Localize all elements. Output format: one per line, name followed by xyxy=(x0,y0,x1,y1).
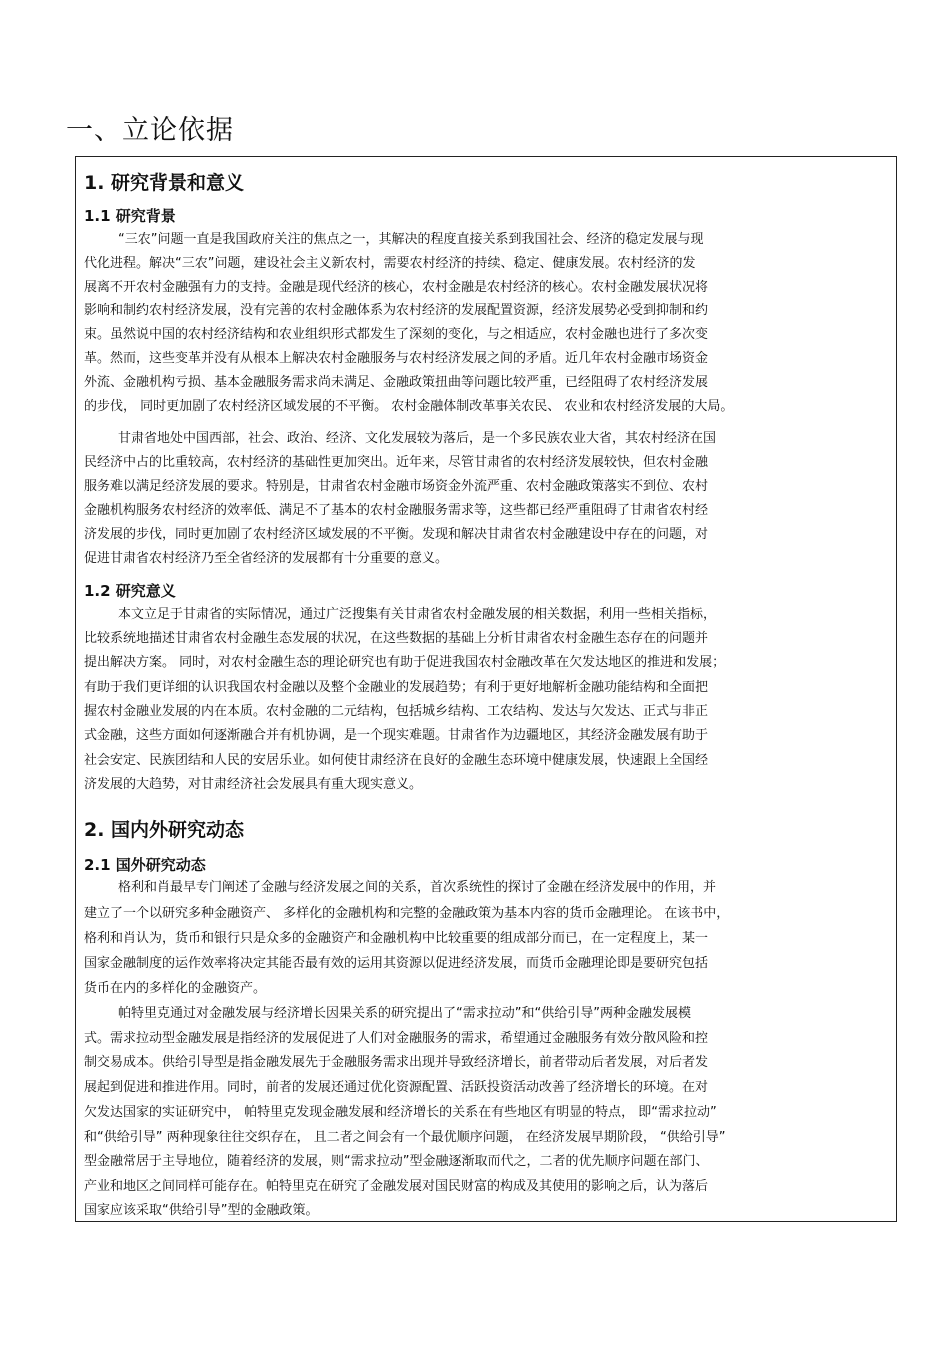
paragraph-line: 本文立足于甘肃省的实际情况，通过广泛搜集有关甘肃省农村金融发展的相关数据，利用一些相关指标， xyxy=(118,607,717,622)
section-heading-background-significance: 1. 研究背景和意义 xyxy=(84,172,245,194)
paragraph-line: 欠发达国家的实证研究中， 帕特里克发现金融发展和经济增长的关系在有些地区有明显的特点， 即“需求拉动” xyxy=(84,1105,717,1120)
paragraph-line: 民经济中占的比重较高，农村经济的基础性更加突出。近年来，尽管甘肃省的农村经济发展较快，但农村金融 xyxy=(84,455,709,470)
paragraph-line: 展起到促进和推进作用。同时，前者的发展还通过优化资源配置、活跃投资活动改善了经济增长的环境。在对 xyxy=(84,1080,709,1095)
paragraph-line: “三农”问题一直是我国政府关注的焦点之一，其解决的程度直接关系到我国社会、经济的稳定发展与现 xyxy=(118,232,704,247)
paragraph-line: 和“供给引导” 两种现象往往交织存在， 且二者之间会有一个最优顺序问题， 在经济发展早期阶段， “供给引导” xyxy=(84,1130,726,1145)
paragraph-line: 比较系统地描述甘肃省农村金融生态发展的状况，在这些数据的基础上分析甘肃省农村金融生态存在的问题并 xyxy=(84,631,709,646)
paragraph-line: 促进甘肃省农村经济乃至全省经济的发展都有十分重要的意义。 xyxy=(84,551,449,566)
paragraph-line: 制交易成本。供给引导型是指金融发展先于金融服务需求出现并导致经济增长，前者带动后者发展，对后者发 xyxy=(84,1055,709,1070)
paragraph-line: 影响和制约农村经济发展，没有完善的农村金融体系为农村经济的发展配置资源，经济发展势必受到抑制和约 xyxy=(84,303,709,318)
paragraph-line: 建立了一个以研究多种金融资产、 多样化的金融机构和完整的金融政策为基本内容的货币金融理论。 在该书中， xyxy=(84,906,730,921)
paragraph-line: 服务难以满足经济发展的要求。特别是，甘肃省农村金融市场资金外流严重、农村金融政策落实不到位、农村 xyxy=(84,479,709,494)
paragraph-line: 格利和肖认为，货币和银行只是众多的金融资产和金融机构中比较重要的组成部分而已，在一定程度上，某一 xyxy=(84,931,709,946)
paragraph-line: 式金融，这些方面如何逐渐融合并有机协调，是一个现实难题。甘肃省作为边疆地区，其经济金融发展有助于 xyxy=(84,728,709,743)
paragraph-line: 革。然而，这些变革并没有从根本上解决农村金融服务与农村经济发展之间的矛盾。近几年农村金融市场资金 xyxy=(84,351,709,366)
paragraph-line: 社会安定、民族团结和人民的安居乐业。如何使甘肃经济在良好的金融生态环境中健康发展，快速跟上全国经 xyxy=(84,753,709,768)
paragraph-line: 提出解决方案。 同时，对农村金融生态的理论研究也有助于促进我国农村金融改革在欠发达地区的推进和发展； xyxy=(84,655,726,670)
paragraph-line: 帕特里克通过对金融发展与经济增长因果关系的研究提出了“需求拉动”和“供给引导”两种金融发展模 xyxy=(118,1006,691,1021)
subsection-heading-significance: 1.2 研究意义 xyxy=(84,582,176,600)
paragraph-line: 型金融常居于主导地位，随着经济的发展，则“需求拉动”型金融逐渐取而代之，二者的优先顺序问题在部门、 xyxy=(84,1154,709,1169)
paragraph-line: 甘肃省地处中国西部，社会、政治、经济、文化发展较为落后，是一个多民族农业大省，其农村经济在国 xyxy=(118,431,717,446)
paragraph-line: 握农村金融业发展的内在本质。农村金融的二元结构，包括城乡结构、工农结构、发达与欠发达、正式与非正 xyxy=(84,704,709,719)
subsection-heading-foreign-research: 2.1 国外研究动态 xyxy=(84,856,206,874)
section-heading-research-status: 2. 国内外研究动态 xyxy=(84,819,245,841)
subsection-heading-background: 1.1 研究背景 xyxy=(84,207,176,225)
paragraph-line: 束。虽然说中国的农村经济结构和农业组织形式都发生了深刻的变化，与之相适应，农村金融也进行了多次变 xyxy=(84,327,709,342)
paragraph-line: 国家应该采取“供给引导”型的金融政策。 xyxy=(84,1203,319,1218)
paragraph-line: 的步伐， 同时更加剧了农村经济区域发展的不平衡。 农村金融体制改革事关农民、 农业和农村经济发展的大局。 xyxy=(84,399,734,414)
page-title: 一、立论依据 xyxy=(66,115,234,146)
paragraph-line: 产业和地区之间同样可能存在。帕特里克在研究了金融发展对国民财富的构成及其使用的影响之后，认为落后 xyxy=(84,1179,709,1194)
paragraph-line: 济发展的步伐，同时更加剧了农村经济区域发展的不平衡。发现和解决甘肃省农村金融建设中存在的问题，对 xyxy=(84,527,709,542)
paragraph-line: 有助于我们更详细的认识我国农村金融以及整个金融业的发展趋势；有利于更好地解析金融功能结构和全面把 xyxy=(84,680,709,695)
paragraph-line: 展离不开农村金融强有力的支持。金融是现代经济的核心，农村金融是农村经济的核心。农村金融发展状况将 xyxy=(84,280,709,295)
paragraph-line: 济发展的大趋势，对甘肃经济社会发展具有重大现实意义。 xyxy=(84,777,423,792)
paragraph-line: 代化进程。解决“三农”问题，建设社会主义新农村，需要农村经济的持续、稳定、健康发展。农村经济的发 xyxy=(84,256,696,271)
paragraph-line: 外流、金融机构亏损、基本金融服务需求尚未满足、金融政策扭曲等问题比较严重，已经阻碍了农村经济发展 xyxy=(84,375,709,390)
paragraph-line: 金融机构服务农村经济的效率低、满足不了基本的农村金融服务需求等，这些都已经严重阻碍了甘肃省农村经 xyxy=(84,503,709,518)
paragraph-line: 货币在内的多样化的金融资产。 xyxy=(84,981,267,996)
paragraph-line: 式。需求拉动型金融发展是指经济的发展促进了人们对金融服务的需求，希望通过金融服务有效分散风险和控 xyxy=(84,1031,709,1046)
paragraph-line: 国家金融制度的运作效率将决定其能否最有效的运用其资源以促进经济发展，而货币金融理论即是要研究包括 xyxy=(84,956,709,971)
paragraph-line: 格利和肖最早专门阐述了金融与经济发展之间的关系，首次系统性的探讨了金融在经济发展中的作用，并 xyxy=(118,880,717,895)
